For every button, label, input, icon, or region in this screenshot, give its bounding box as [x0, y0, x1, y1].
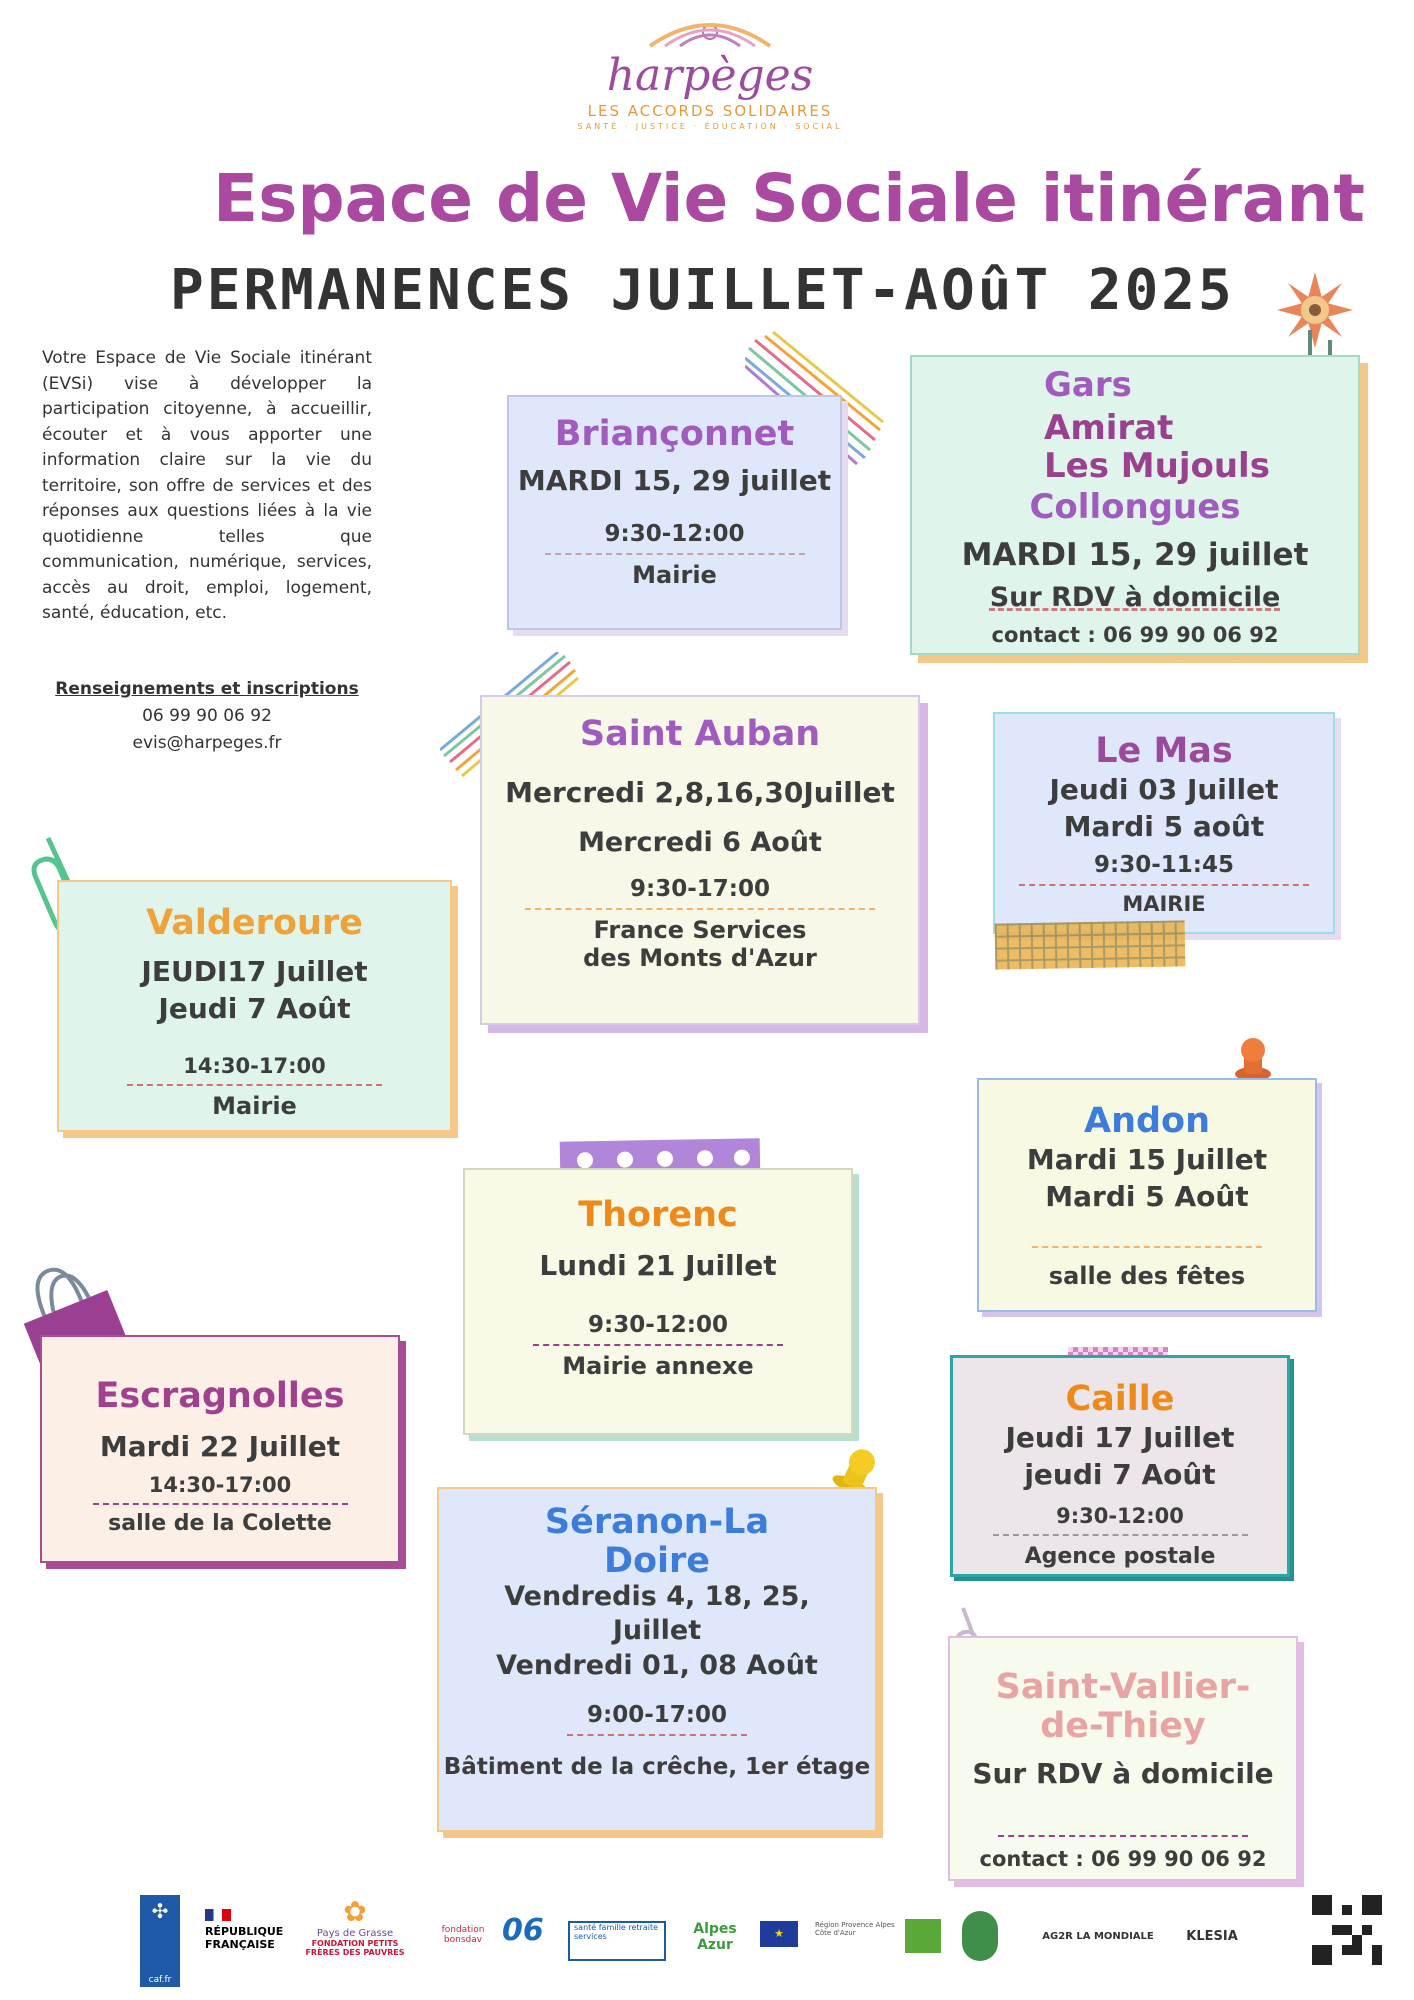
- card-seranon: [437, 1487, 877, 1832]
- dates: MARDI 15, 29 juillet: [517, 463, 832, 497]
- page-subtitle: PERMANENCES JUILLET-AOûT 2025: [170, 258, 1235, 323]
- brand-name: harpèges: [606, 50, 814, 101]
- time: 9:30-11:45: [1094, 852, 1234, 879]
- card-thorenc: [463, 1168, 853, 1435]
- dates-1: Jeudi 17 Juillet: [1005, 1420, 1235, 1454]
- place-name-2: de-Thiey: [1040, 1705, 1206, 1746]
- caf-logo: ✣ caf.fr: [140, 1895, 180, 1987]
- location: salle des fêtes: [1048, 1262, 1246, 1291]
- place-name: Caille: [1065, 1379, 1175, 1419]
- brand-logo: [560, 10, 860, 150]
- place-amirat: Amirat: [1044, 408, 1174, 449]
- leader-logo: [905, 1919, 941, 1953]
- pays-grasse-logo: ✿ Pays de Grasse FONDATION PETITS FRÈRES DES PAUVRES: [305, 1895, 405, 1957]
- card-valderoure: [57, 880, 452, 1132]
- location-1: France Services: [593, 915, 807, 944]
- msa-logo: santé famille retraite services: [568, 1921, 666, 1961]
- time: 9:30-17:00: [630, 875, 770, 902]
- rdv: Sur RDV à domicile: [989, 582, 1281, 614]
- qr-code-icon: [1312, 1895, 1382, 1965]
- contact: contact : 06 99 90 06 92: [979, 1846, 1267, 1871]
- place-name: Andon: [1083, 1101, 1211, 1141]
- dates-2: Jeudi 7 Août: [158, 992, 351, 1026]
- location: salle de la Colette: [108, 1511, 332, 1537]
- contact-email: evis@harpeges.fr: [132, 733, 282, 754]
- card-escragnolles: [40, 1335, 400, 1563]
- place-name: Briançonnet: [554, 414, 795, 454]
- dates-2: jeudi 7 Août: [1024, 1458, 1216, 1492]
- dates: MARDI 15, 29 juillet: [961, 536, 1309, 573]
- dates-1: Jeudi 03 Juillet: [1049, 772, 1279, 806]
- location: Mairie: [212, 1092, 297, 1121]
- time: 9:30-12:00: [604, 521, 745, 548]
- location: Agence postale: [1024, 1544, 1216, 1570]
- place-mujouls: Les Mujouls: [1044, 445, 1270, 486]
- rdv: Sur RDV à domicile: [972, 1757, 1274, 1790]
- dates-2: Mardi 5 Août: [1045, 1180, 1249, 1214]
- dates-1: Vendredis 4, 18, 25,: [504, 1581, 810, 1612]
- region-logo: Région Provence Alpes Côte d'Azur: [815, 1921, 895, 1937]
- place-name: Le Mas: [1095, 731, 1233, 771]
- place-name-1: Saint-Vallier-: [995, 1667, 1251, 1707]
- place-name: Thorenc: [578, 1195, 738, 1235]
- intro-text: Votre Espace de Vie Sociale itinérant (EVSi) vise à développer la participation citoyenne, à accueillir, écouter et à vous apporter une information claire sur la vie du territoire, son offre de services et des réponses aux questions liées à la vie quotidienne telles que communication, numérique, services, accès au droit, emploi, logement, santé, éducation, etc.: [42, 348, 372, 623]
- dates-1: Mardi 22 Juillet: [99, 1429, 341, 1463]
- footer-logos: [0, 1895, 1414, 1995]
- place-collongues: Collongues: [1029, 487, 1241, 528]
- place-name: Saint Auban: [579, 714, 821, 754]
- time: 9:00-17:00: [587, 1701, 727, 1728]
- dates-1: Mercredi 2,8,16,30Juillet: [505, 775, 895, 809]
- card-brianconnet: [507, 395, 842, 630]
- location-2: des Monts d'Azur: [583, 943, 817, 972]
- place-name: Escragnolles: [95, 1376, 345, 1416]
- time: 14:30-17:00: [148, 1473, 292, 1498]
- ag2r-logo: AG2R LA MONDIALE: [1042, 1931, 1154, 1942]
- location: Mairie annexe: [562, 1352, 754, 1381]
- grid-tape: [995, 920, 1186, 969]
- place-name: Valderoure: [146, 903, 363, 943]
- brand-tagline: LES ACCORDS SOLIDAIRES: [587, 102, 833, 120]
- contact-phone: 06 99 90 06 92: [142, 706, 272, 727]
- time: 14:30-17:00: [183, 1054, 326, 1079]
- time: 9:30-12:00: [588, 1312, 728, 1339]
- dep06-logo: 06: [502, 1913, 544, 1948]
- alpes-azur-logo: Alpes Azur: [693, 1921, 737, 1953]
- location: MAIRIE: [1122, 892, 1206, 917]
- republique-logo: RÉPUBLIQUE FRANÇAISE: [205, 1909, 285, 1951]
- fondation-logo: fondation bonsdav: [441, 1925, 485, 1945]
- location: Mairie: [632, 561, 717, 590]
- card-saint-vallier: [948, 1636, 1298, 1881]
- brand-subline: SANTÉ · JUSTICE · ÉDUCATION · SOCIAL: [577, 122, 843, 131]
- place-name-1: Séranon-La: [544, 1502, 770, 1542]
- dates-1: Lundi 21 Juillet: [539, 1248, 777, 1282]
- klesia-logo: KLESIA: [1186, 1929, 1238, 1944]
- card-gars: [910, 355, 1360, 655]
- dates-3: Vendredi 01, 08 Août: [496, 1649, 818, 1681]
- time: 9:30-12:00: [1056, 1504, 1184, 1529]
- place-gars: Gars: [1044, 365, 1132, 405]
- card-le-mas: [993, 712, 1335, 934]
- sun-icon: [610, 10, 810, 50]
- card-saint-auban: [480, 695, 920, 1025]
- dates-2: Mercredi 6 Août: [578, 827, 822, 859]
- eu-flag-icon: ★: [760, 1921, 798, 1947]
- dates-1: JEUDI17 Juillet: [141, 954, 368, 988]
- dates-2: Mardi 5 août: [1063, 810, 1265, 844]
- dates-1: Mardi 15 Juillet: [1026, 1142, 1268, 1176]
- contact-block: [42, 676, 372, 758]
- place-name-2: Doire: [603, 1540, 711, 1581]
- contact-title: Renseignements et inscriptions: [55, 679, 359, 699]
- location: Bâtiment de la crêche, 1er étage: [443, 1753, 871, 1780]
- card-andon: [977, 1078, 1317, 1312]
- contact: contact : 06 99 90 06 92: [991, 622, 1279, 647]
- dates-2: Juillet: [612, 1614, 702, 1646]
- parc-logo: [962, 1911, 998, 1961]
- page-title: Espace de Vie Sociale itinérant: [213, 160, 1365, 237]
- card-caille: [950, 1355, 1290, 1577]
